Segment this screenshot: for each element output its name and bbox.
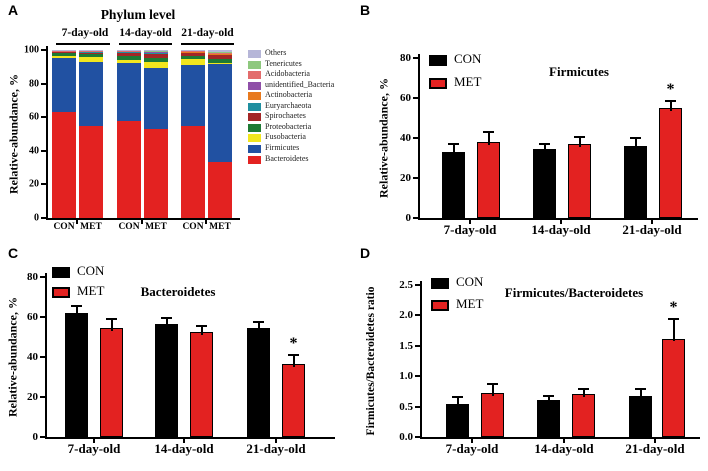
age-group-underline <box>56 43 110 45</box>
legend-label-tenericutes: Tenericutes <box>265 58 302 68</box>
legend-label-others: Others <box>265 48 287 57</box>
age-group-label: 21-day-old <box>181 27 234 39</box>
panel-c-title: Bacteroidetes <box>140 284 216 299</box>
legend-label-proteobacteria: Proteobacteria <box>265 121 312 131</box>
segment-spirochaetes <box>52 52 76 53</box>
x-category-label: 21-day-old <box>246 441 306 456</box>
y-tick-label: 60 <box>400 92 411 104</box>
y-tick-mark <box>41 150 46 152</box>
segment-actinobacteria <box>208 54 232 55</box>
segment-tenericutes <box>208 52 232 53</box>
bar-con-7-day-old <box>442 152 465 218</box>
segment-proteobacteria <box>79 54 103 57</box>
y-tick-mark <box>413 177 418 179</box>
panel-d-title: Firmicutes/Bacteroidetes <box>504 285 644 300</box>
y-axis-line <box>420 281 422 439</box>
y-tick-label: 2.0 <box>399 309 413 322</box>
segment-unidentified_bacteria <box>181 51 205 52</box>
legend-label-con: CON <box>454 51 482 66</box>
y-tick-label: 80 <box>27 271 38 283</box>
legend-label-fusobacteria: Fusobacteria <box>265 132 306 142</box>
y-tick-mark <box>415 406 420 408</box>
segment-spirochaetes <box>208 55 232 59</box>
legend-swatch-tenericutes <box>248 61 261 69</box>
error-bar-cap <box>635 388 646 390</box>
legend-swatch-euryarchaeota <box>248 103 261 111</box>
significance-marker: * <box>289 335 298 352</box>
y-tick-mark <box>413 137 418 139</box>
segment-fusobacteria <box>208 63 232 65</box>
legend-swatch-con <box>52 267 70 278</box>
stacked-bar-met-5 <box>208 50 232 218</box>
panel-a-plot-area <box>0 0 354 240</box>
legend-label-con: CON <box>77 263 105 278</box>
y-tick-mark <box>41 183 46 185</box>
panel-c-letter: C <box>8 245 19 261</box>
segment-unidentified_bacteria <box>208 53 232 54</box>
segment-acidobacteria <box>208 53 232 54</box>
y-tick-label: 80 <box>29 78 39 90</box>
error-bar-line <box>201 327 203 335</box>
error-bar-line <box>548 397 550 402</box>
x-bar-label: MET <box>80 222 102 232</box>
error-bar-line <box>293 356 295 367</box>
segment-bacteroidetes <box>144 129 168 218</box>
panel-a-y-axis-label: Relative-abundance, % <box>6 74 21 194</box>
stacked-bar-con-4 <box>181 50 205 218</box>
legend-label-unidentified_bacteria: unidentified_Bacteria <box>265 79 335 89</box>
error-bar-cap <box>483 131 494 133</box>
segment-unidentified_bacteria <box>144 52 168 53</box>
y-tick-label: 0.0 <box>399 431 413 443</box>
error-bar-line <box>583 390 585 397</box>
legend-swatch-spirochaetes <box>248 113 261 121</box>
bar-met-7-day-old <box>100 328 123 437</box>
error-bar-line <box>673 320 675 341</box>
y-tick-label: 0.5 <box>399 400 413 413</box>
segment-euryarchaeota <box>117 52 141 53</box>
error-bar-cap <box>288 354 299 356</box>
bar-con-14-day-old <box>537 400 560 437</box>
segment-euryarchaeota <box>208 54 232 55</box>
segment-firmicutes <box>117 63 141 121</box>
x-category-label: 7-day-old <box>67 441 121 456</box>
x-category-label: 21-day-old <box>625 441 685 456</box>
age-group-underline <box>181 43 234 45</box>
segment-firmicutes <box>79 62 103 126</box>
y-tick-mark <box>40 276 45 278</box>
x-bar-label: CON <box>182 222 204 232</box>
panel-a <box>0 0 354 240</box>
panel-d-plot-area <box>354 240 708 471</box>
y-tick-mark <box>415 436 420 438</box>
error-bar-cap <box>487 383 498 385</box>
segment-bacteroidetes <box>52 112 76 218</box>
error-bar-cap <box>630 137 641 139</box>
segment-euryarchaeota <box>144 53 168 54</box>
stacked-bar-met-3 <box>144 50 168 218</box>
error-bar-cap <box>668 318 679 320</box>
legend-swatch-bacteroidetes <box>248 156 261 164</box>
legend-label-met: MET <box>454 74 482 89</box>
y-tick-label: 20 <box>29 178 39 190</box>
segment-firmicutes <box>52 58 76 112</box>
legend-label-euryarchaeota: Euryarchaeota <box>265 100 312 110</box>
stacked-bar-con-2 <box>117 50 141 218</box>
panel-b <box>354 0 708 240</box>
error-bar-cap <box>71 305 82 307</box>
y-tick-mark <box>415 375 420 377</box>
x-axis-line <box>45 437 335 439</box>
bar-con-14-day-old <box>533 149 556 218</box>
y-tick-label: 100 <box>24 44 39 56</box>
panel-b-plot-area <box>354 0 708 240</box>
y-tick-label: 60 <box>27 311 38 323</box>
y-axis-line <box>46 46 48 220</box>
legend-swatch-proteobacteria <box>248 124 261 132</box>
legend-swatch-con <box>429 55 447 66</box>
y-tick-label: 40 <box>27 351 38 363</box>
x-axis-line <box>418 218 698 220</box>
legend-label-met: MET <box>456 296 484 311</box>
legend-swatch-acidobacteria <box>248 71 261 79</box>
bar-con-7-day-old <box>446 404 469 437</box>
bar-con-21-day-old <box>247 328 270 437</box>
y-tick-label: 0 <box>405 212 411 224</box>
age-group-underline <box>119 43 172 45</box>
y-tick-label: 40 <box>400 132 411 144</box>
y-tick-mark <box>41 83 46 85</box>
x-category-label: 21-day-old <box>622 222 682 237</box>
segment-spirochaetes <box>117 52 141 56</box>
segment-fusobacteria <box>79 57 103 62</box>
error-bar-cap <box>665 100 676 102</box>
x-bar-label: CON <box>118 222 140 232</box>
segment-fusobacteria <box>144 62 168 68</box>
y-tick-mark <box>413 97 418 99</box>
bar-met-7-day-old <box>477 142 500 218</box>
legend-label-actinobacteria: Actinobacteria <box>265 90 313 100</box>
y-tick-label: 0 <box>34 212 39 224</box>
x-category-label: 7-day-old <box>443 222 497 237</box>
legend-swatch-met <box>429 78 447 89</box>
y-tick-mark <box>41 49 46 51</box>
error-bar-cap <box>578 388 589 390</box>
age-group-label: 7-day-old <box>61 27 109 39</box>
error-bar-line <box>111 320 113 331</box>
error-bar-line <box>544 145 546 152</box>
error-bar-cap <box>253 321 264 323</box>
stacked-bar-con-0 <box>52 50 76 218</box>
error-bar-cap <box>448 143 459 145</box>
segment-proteobacteria <box>117 56 141 60</box>
x-tick-mark <box>205 220 207 224</box>
segment-others <box>144 50 168 51</box>
legend-swatch-con <box>431 278 449 289</box>
error-bar-cap <box>574 136 585 138</box>
segment-bacteroidetes <box>208 162 232 218</box>
y-tick-label: 20 <box>400 172 411 184</box>
panel-a-title: Phylum level <box>100 7 176 22</box>
legend-swatch-unidentified_bacteria <box>248 82 261 90</box>
y-tick-label: 2.5 <box>399 279 413 291</box>
segment-firmicutes <box>144 68 168 128</box>
legend-swatch-fusobacteria <box>248 134 261 142</box>
y-axis-line <box>418 54 420 220</box>
bar-met-21-day-old <box>659 108 682 218</box>
error-bar-line <box>492 385 494 396</box>
panel-b-letter: B <box>360 2 371 18</box>
x-axis-line <box>420 437 700 439</box>
panel-d-y-axis-label: Firmicutes/Bacteroidetes ratio <box>365 286 377 436</box>
segment-euryarchaeota <box>181 52 205 53</box>
error-bar-line <box>635 139 637 149</box>
error-bar-line <box>488 133 490 145</box>
segment-spirochaetes <box>144 54 168 58</box>
segment-firmicutes <box>208 64 232 161</box>
segment-fusobacteria <box>52 56 76 58</box>
y-tick-label: 0 <box>32 431 38 443</box>
y-tick-label: 80 <box>400 52 411 64</box>
bar-met-7-day-old <box>481 393 504 437</box>
segment-fusobacteria <box>181 59 205 65</box>
error-bar-line <box>258 323 260 331</box>
significance-marker: * <box>669 299 678 317</box>
y-tick-label: 40 <box>29 145 39 157</box>
y-tick-label: 1.5 <box>399 339 413 352</box>
age-group-label: 14-day-old <box>119 27 172 39</box>
bar-met-21-day-old <box>282 364 305 437</box>
y-tick-mark <box>413 57 418 59</box>
y-tick-label: 1.0 <box>399 370 413 383</box>
legend-label-bacteroidetes: Bacteroidetes <box>265 153 309 163</box>
y-tick-mark <box>415 314 420 316</box>
y-tick-mark <box>41 217 46 219</box>
error-bar-cap <box>543 395 554 397</box>
segment-bacteroidetes <box>181 126 205 218</box>
y-axis-line <box>45 273 47 439</box>
segment-firmicutes <box>181 65 205 125</box>
error-bar-line <box>670 102 672 111</box>
segment-proteobacteria <box>52 53 76 57</box>
y-tick-mark <box>415 345 420 347</box>
x-bar-label: MET <box>145 222 167 232</box>
y-tick-mark <box>40 356 45 358</box>
segment-proteobacteria <box>208 59 232 63</box>
panel-c-y-axis-label: Relative-abundance, % <box>5 297 20 417</box>
panel-b-y-axis-label: Relative-abundance, % <box>376 78 391 198</box>
legend-swatch-met <box>431 300 449 311</box>
x-bar-label: CON <box>53 222 75 232</box>
y-tick-mark <box>40 396 45 398</box>
error-bar-line <box>76 307 78 316</box>
error-bar-line <box>457 398 459 406</box>
bar-met-14-day-old <box>572 394 595 437</box>
segment-proteobacteria <box>181 56 205 59</box>
y-tick-mark <box>40 316 45 318</box>
panel-d <box>354 240 708 471</box>
segment-bacteroidetes <box>79 126 103 218</box>
x-tick-mark <box>141 220 143 224</box>
bar-con-21-day-old <box>624 146 647 218</box>
panel-b-title: Firmicutes <box>549 64 609 79</box>
segment-euryarchaeota <box>79 52 103 53</box>
legend-label-acidobacteria: Acidobacteria <box>265 69 310 79</box>
segment-spirochaetes <box>181 53 205 56</box>
panel-c <box>0 240 354 471</box>
segment-proteobacteria <box>144 58 168 62</box>
bar-con-7-day-old <box>65 313 88 437</box>
legend-label-met: MET <box>77 283 105 298</box>
y-tick-mark <box>415 284 420 286</box>
panel-a-letter: A <box>8 2 19 18</box>
error-bar-line <box>453 145 455 155</box>
y-tick-label: 60 <box>29 111 39 123</box>
error-bar-cap <box>452 396 463 398</box>
legend-label-firmicutes: Firmicutes <box>265 142 300 152</box>
y-tick-mark <box>413 217 418 219</box>
x-category-label: 14-day-old <box>534 441 594 456</box>
bar-met-14-day-old <box>568 144 591 218</box>
segment-spirochaetes <box>79 52 103 54</box>
segment-acidobacteria <box>144 51 168 52</box>
error-bar-cap <box>196 325 207 327</box>
error-bar-line <box>640 390 642 399</box>
x-bar-label: MET <box>209 222 231 232</box>
segment-bacteroidetes <box>117 121 141 218</box>
legend-label-con: CON <box>456 274 484 289</box>
legend-label-spirochaetes: Spirochaetes <box>265 111 306 121</box>
y-tick-mark <box>41 116 46 118</box>
error-bar-line <box>166 319 168 327</box>
segment-fusobacteria <box>117 60 141 63</box>
x-tick-mark <box>76 220 78 224</box>
panel-c-plot-area <box>0 240 354 471</box>
legend-swatch-firmicutes <box>248 145 261 153</box>
error-bar-cap <box>539 143 550 145</box>
significance-marker: * <box>666 81 675 98</box>
segment-actinobacteria <box>144 52 168 53</box>
legend-swatch-met <box>52 287 70 298</box>
legend-swatch-others <box>248 50 261 58</box>
panel-d-letter: D <box>360 245 371 261</box>
bar-met-14-day-old <box>190 332 213 437</box>
stacked-bar-met-1 <box>79 50 103 218</box>
error-bar-cap <box>106 318 117 320</box>
bar-met-21-day-old <box>662 339 685 437</box>
y-tick-mark <box>40 436 45 438</box>
error-bar-cap <box>161 317 172 319</box>
error-bar-line <box>579 138 581 147</box>
bar-con-21-day-old <box>629 396 652 437</box>
segment-others <box>208 50 232 52</box>
x-category-label: 14-day-old <box>531 222 591 237</box>
bar-con-14-day-old <box>155 324 178 437</box>
x-category-label: 7-day-old <box>445 441 499 456</box>
segment-actinobacteria <box>181 52 205 53</box>
legend-swatch-actinobacteria <box>248 92 261 100</box>
x-category-label: 14-day-old <box>154 441 214 456</box>
y-tick-label: 20 <box>27 391 38 403</box>
